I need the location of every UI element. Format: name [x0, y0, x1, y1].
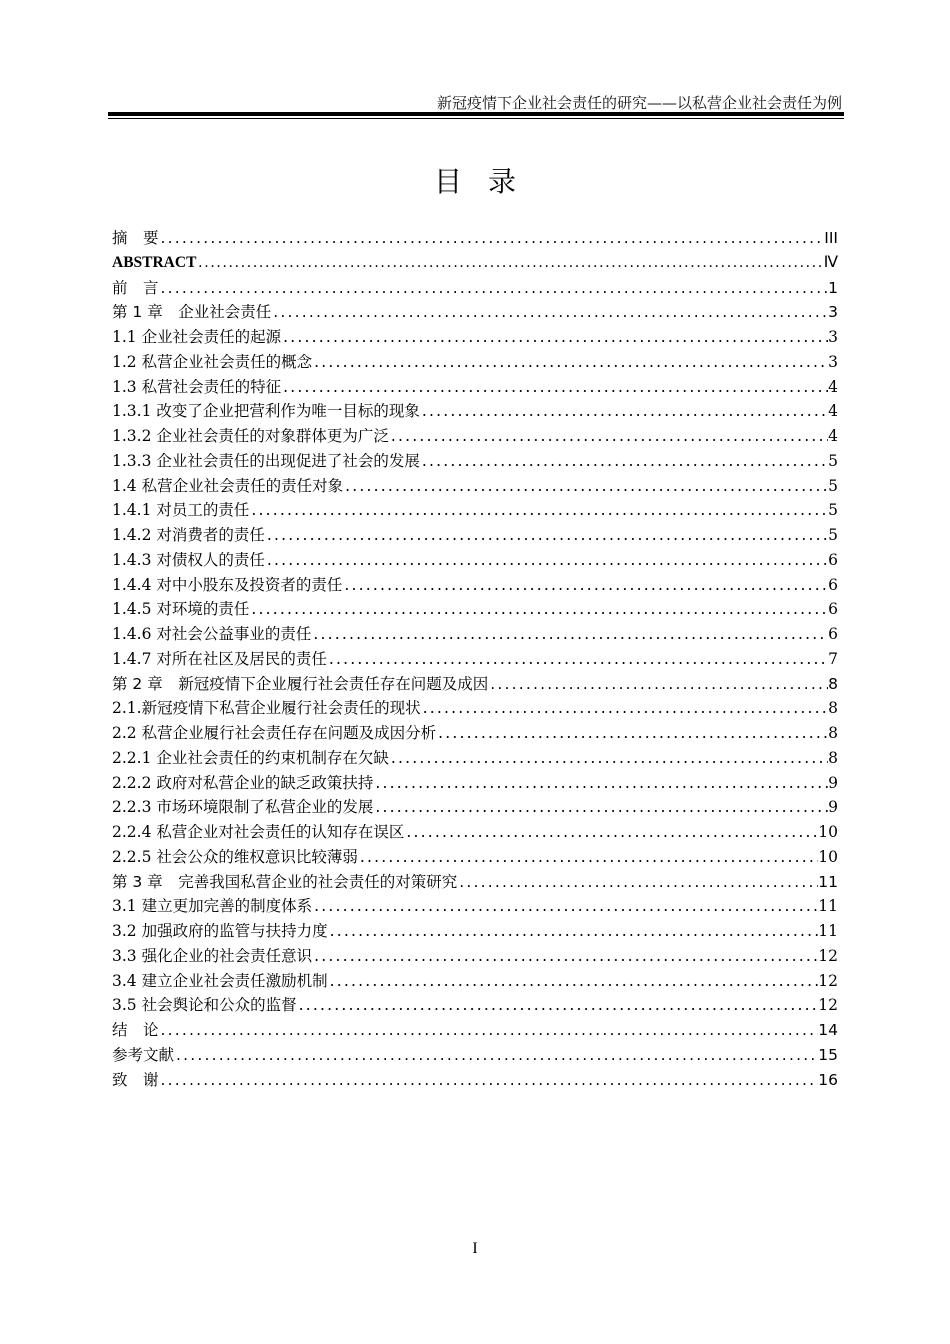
- toc-entry-label: 3.1 建立更加完善的制度体系: [112, 897, 313, 916]
- toc-entry[interactable]: [112, 696, 838, 721]
- toc-leader-dots: [457, 870, 818, 895]
- toc-leader-dots: [265, 548, 828, 573]
- toc-entry-label: 前 言: [112, 278, 159, 297]
- toc-entry-page: 10: [818, 823, 838, 841]
- toc-entry-page: 4: [828, 427, 838, 445]
- toc-entry-page: 3: [828, 328, 838, 346]
- toc-entry[interactable]: [112, 870, 838, 895]
- toc-entry[interactable]: [112, 721, 838, 746]
- toc-entry-page: 8: [828, 748, 838, 767]
- toc-title: 目录: [433, 165, 542, 198]
- toc-entry[interactable]: [112, 944, 838, 969]
- toc-entry-page: 12: [818, 996, 838, 1015]
- toc-entry-page: Ⅳ: [823, 253, 838, 271]
- toc-entry-page: 9: [828, 773, 838, 792]
- toc-entry[interactable]: [112, 251, 838, 276]
- toc-entry[interactable]: [112, 672, 838, 697]
- toc-entry-page: 12: [818, 971, 838, 990]
- toc-leader-dots: [159, 226, 825, 251]
- toc-leader-dots: [343, 474, 828, 499]
- toc-entry-page: 14: [818, 1021, 838, 1039]
- toc-entry-label: 1.3 私营社会责任的特征: [112, 377, 282, 396]
- toc-entry[interactable]: [112, 276, 838, 301]
- toc-leader-dots: [312, 894, 818, 919]
- toc-entry[interactable]: [112, 350, 838, 375]
- toc-entry-page: 7: [828, 649, 838, 668]
- toc-entry-label: 2.2 私营企业履行社会责任存在问题及成因分析: [112, 724, 437, 742]
- toc-leader-dots: [311, 622, 828, 647]
- toc-entry[interactable]: [112, 1043, 838, 1068]
- toc-entry-label: 1.4.7 对所在社区及居民的责任: [112, 649, 327, 668]
- toc-entry-label: 1.3.3 企业社会责任的出现促进了社会的发展: [112, 451, 420, 470]
- toc-entry-label: 摘 要: [112, 229, 159, 247]
- toc-entry-page: 4: [828, 402, 838, 421]
- toc-entry[interactable]: [112, 325, 838, 350]
- toc-entry-label: 2.2.5 社会公众的维权意识比较薄弱: [112, 847, 358, 866]
- toc-leader-dots: [436, 721, 828, 746]
- toc-leader-dots: [312, 944, 818, 969]
- toc-entry-page: 5: [828, 526, 838, 544]
- toc-leader-dots: [174, 1043, 818, 1068]
- toc-entry[interactable]: [112, 523, 838, 548]
- toc-leader-dots: [327, 647, 828, 672]
- toc-leader-dots: [196, 251, 823, 276]
- toc-entry-page: 9: [828, 798, 838, 817]
- toc-leader-dots: [249, 597, 828, 622]
- toc-entry[interactable]: [112, 573, 838, 598]
- toc-entry-label: 1.4.3 对债权人的责任: [112, 550, 265, 569]
- header-rule-thin: [108, 118, 844, 119]
- toc-leader-dots: [297, 993, 819, 1018]
- toc-entry[interactable]: [112, 548, 838, 573]
- toc-entry-label: 1.2 私营企业社会责任的概念: [112, 352, 313, 371]
- toc-entry-label: 2.1.新冠疫情下私营企业履行社会责任的现状: [112, 699, 421, 718]
- toc-entry[interactable]: [112, 919, 838, 944]
- toc-entry[interactable]: [112, 795, 838, 820]
- toc-leader-dots: [420, 399, 828, 424]
- toc-entry[interactable]: [112, 226, 838, 251]
- toc-entry-page: 6: [828, 550, 838, 569]
- toc-entry[interactable]: [112, 597, 838, 622]
- toc-entry-page: 10: [818, 847, 838, 866]
- toc-entry-page: 4: [828, 377, 838, 396]
- toc-leader-dots: [159, 1018, 819, 1043]
- toc-leader-dots: [159, 276, 829, 301]
- toc-leader-dots: [328, 919, 819, 944]
- toc-leader-dots: [420, 449, 828, 474]
- toc-entry-page: 12: [818, 946, 838, 965]
- toc-entry[interactable]: [112, 647, 838, 672]
- toc-leader-dots: [404, 820, 818, 845]
- toc-entry[interactable]: [112, 771, 838, 796]
- toc-entry-label: 2.2.4 私营企业对社会责任的认知存在误区: [112, 823, 405, 841]
- toc-leader-dots: [488, 672, 828, 697]
- toc-leader-dots: [373, 771, 828, 796]
- toc-entry-page: 5: [828, 476, 838, 495]
- toc-entry[interactable]: [112, 375, 838, 400]
- toc-leader-dots: [271, 300, 828, 325]
- toc-entry-label: 2.2.3 市场环境限制了私营企业的发展: [112, 798, 374, 817]
- toc-leader-dots: [389, 746, 828, 771]
- toc-entry[interactable]: [112, 993, 838, 1018]
- toc-entry-page: 1: [828, 278, 838, 297]
- toc-entry-label: 1.4.6 对社会公益事业的责任: [112, 625, 312, 643]
- table-of-contents: [112, 226, 838, 1092]
- toc-entry-label: 1.4.5 对环境的责任: [112, 600, 250, 619]
- toc-leader-dots: [281, 325, 828, 350]
- toc-leader-dots: [281, 375, 828, 400]
- toc-leader-dots: [389, 424, 828, 449]
- toc-entry-label: 1.4 私营企业社会责任的责任对象: [112, 476, 344, 495]
- toc-entry-page: 8: [828, 699, 838, 718]
- toc-entry-page: 5: [828, 451, 838, 470]
- toc-entry-label: 3.3 强化企业的社会责任意识: [112, 946, 313, 965]
- toc-leader-dots: [358, 845, 818, 870]
- toc-entry-label: ABSTRACT: [112, 253, 197, 271]
- toc-entry[interactable]: [112, 820, 838, 845]
- toc-entry-label: 3.5 社会舆论和公众的监督: [112, 996, 297, 1015]
- toc-entry-page: 3: [828, 352, 838, 371]
- toc-entry-page: 6: [828, 625, 838, 643]
- page-number: I: [472, 1240, 478, 1257]
- toc-leader-dots: [159, 1068, 819, 1093]
- toc-entry-page: 11: [818, 922, 838, 940]
- toc-entry-label: 结 论: [112, 1021, 159, 1039]
- toc-entry[interactable]: [112, 399, 838, 424]
- toc-leader-dots: [312, 350, 828, 375]
- toc-leader-dots: [421, 696, 829, 721]
- toc-entry[interactable]: [112, 300, 838, 325]
- toc-leader-dots: [249, 498, 828, 523]
- toc-entry-page: 11: [818, 872, 838, 891]
- toc-entry-page: 15: [818, 1045, 838, 1064]
- toc-entry[interactable]: [112, 969, 838, 994]
- toc-entry-page: 16: [818, 1070, 838, 1089]
- toc-entry[interactable]: [112, 474, 838, 499]
- toc-entry[interactable]: [112, 1018, 838, 1043]
- header-rule-thick: [108, 112, 844, 116]
- toc-entry-label: 2.2.1 企业社会责任的约束机制存在欠缺: [112, 748, 389, 767]
- toc-entry[interactable]: [112, 845, 838, 870]
- toc-leader-dots: [342, 573, 828, 598]
- toc-entry-page: 5: [828, 501, 838, 520]
- toc-entry-label: 致 谢: [112, 1070, 159, 1089]
- toc-leader-dots: [373, 795, 828, 820]
- toc-entry[interactable]: [112, 1068, 838, 1093]
- toc-entry-label: 2.2.2 政府对私营企业的缺乏政策扶持: [112, 773, 374, 792]
- toc-entry[interactable]: [112, 622, 838, 647]
- toc-entry-label: 1.3.1 改变了企业把营利作为唯一目标的现象: [112, 402, 420, 421]
- toc-entry-label: 1.1 企业社会责任的起源: [112, 328, 282, 346]
- toc-entry-page: 6: [828, 575, 838, 594]
- toc-entry[interactable]: [112, 424, 838, 449]
- toc-entry-page: III: [824, 229, 838, 247]
- toc-entry-page: 3: [828, 303, 838, 322]
- toc-entry[interactable]: [112, 746, 838, 771]
- toc-entry-page: 6: [828, 600, 838, 619]
- toc-entry[interactable]: [112, 498, 838, 523]
- toc-entry-page: 8: [828, 724, 838, 742]
- toc-leader-dots: [328, 969, 819, 994]
- toc-entry-label: 1.3.2 企业社会责任的对象群体更为广泛: [112, 427, 389, 445]
- toc-entry-label: 第 2 章 新冠疫情下企业履行社会责任存在问题及成因: [112, 674, 489, 693]
- toc-entry[interactable]: [112, 449, 838, 474]
- toc-entry-label: 1.4.1 对员工的责任: [112, 501, 250, 520]
- toc-entry-label: 1.4.2 对消费者的责任: [112, 526, 265, 544]
- toc-entry-label: 第 1 章 企业社会责任: [112, 303, 272, 322]
- toc-leader-dots: [265, 523, 828, 548]
- toc-entry-label: 1.4.4 对中小股东及投资者的责任: [112, 575, 343, 594]
- toc-entry[interactable]: [112, 894, 838, 919]
- running-header: 新冠疫情下企业社会责任的研究——以私营企业社会责任为例: [436, 94, 842, 112]
- toc-entry-label: 参考文献: [112, 1045, 175, 1064]
- toc-entry-label: 第 3 章 完善我国私营企业的社会责任的对策研究: [112, 872, 458, 891]
- toc-entry-label: 3.2 加强政府的监管与扶持力度: [112, 922, 328, 940]
- toc-entry-page: 8: [828, 674, 838, 693]
- toc-entry-label: 3.4 建立企业社会责任激励机制: [112, 971, 328, 990]
- toc-entry-page: 11: [818, 897, 838, 916]
